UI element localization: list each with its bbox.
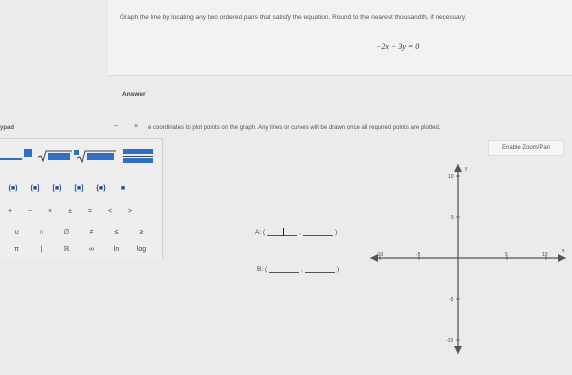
equals-key[interactable]: = xyxy=(87,207,93,215)
infinity-key[interactable]: ∞ xyxy=(89,245,94,253)
point-b-x-input[interactable] xyxy=(269,265,299,273)
question-instruction: Graph the line by locating any two ordered pairs that satisfy the equation. Round to the nearest thousandth, if necessary. xyxy=(120,14,467,21)
y-tick-label: 10 xyxy=(448,174,454,180)
empty-set-key[interactable]: ∅ xyxy=(63,229,70,236)
times-key[interactable]: × xyxy=(47,207,53,215)
keypad-row-intervals xyxy=(2,181,134,195)
point-a-x-input[interactable] xyxy=(267,228,297,236)
absolute-value-key[interactable]: | xyxy=(40,245,43,253)
point-b-y-input[interactable] xyxy=(305,265,335,273)
y-tick-label: 5 xyxy=(451,215,454,221)
answer-label: Answer xyxy=(122,91,146,98)
union-key[interactable]: ∪ xyxy=(13,229,20,236)
sqrt-icon xyxy=(36,149,72,163)
y-tick-label: -10 xyxy=(446,338,454,344)
plot-instruction: e coordinates to plot points on the graph. Any lines or curves will be drawn once all required points are plotted. xyxy=(148,125,441,131)
greater-equal-key[interactable]: ≥ xyxy=(139,228,144,236)
y-axis-up-arrow-icon xyxy=(454,164,462,172)
point-b-comma: , xyxy=(301,266,303,273)
greater-than-key[interactable]: > xyxy=(127,207,133,215)
plus-key[interactable]: + xyxy=(7,207,13,215)
enable-zoom-pan-button[interactable]: Enable Zoom/Pan xyxy=(488,140,564,156)
keypad-row-constants xyxy=(4,242,154,256)
coordinate-graph[interactable] xyxy=(370,158,570,358)
reals-key[interactable]: ℝ xyxy=(63,246,70,253)
interval-open-closed-key[interactable]: (■] xyxy=(30,184,40,192)
point-b-label: B: ( xyxy=(257,266,268,273)
keypad-row-templates xyxy=(0,149,158,163)
x-axis-right-arrow-icon xyxy=(558,254,566,262)
point-a-comma: , xyxy=(299,229,301,236)
plus-minus-key[interactable]: ± xyxy=(68,207,72,215)
y-axis-down-arrow-icon xyxy=(454,346,462,354)
y-axis-label: y xyxy=(465,166,468,172)
less-than-key[interactable]: < xyxy=(107,207,113,215)
nth-root-key[interactable] xyxy=(74,149,118,163)
point-a-y-input[interactable] xyxy=(303,228,333,236)
nth-root-icon xyxy=(74,149,116,163)
x-tick-label: -10 xyxy=(376,252,384,258)
point-a-close-paren: ) xyxy=(334,229,338,236)
x-tick-label: -5 xyxy=(416,252,421,258)
x-axis-label: x xyxy=(562,248,565,254)
intersection-key[interactable]: ∩ xyxy=(38,228,45,236)
point-a-label: A: ( xyxy=(255,229,266,236)
point-b-close-paren: ) xyxy=(336,266,340,273)
interval-closed-closed-key[interactable]: [■] xyxy=(74,184,84,192)
set-braces-key[interactable]: {■} xyxy=(96,184,106,192)
math-keypad xyxy=(0,138,163,259)
fraction-key[interactable] xyxy=(118,149,158,163)
box-key[interactable]: ■ xyxy=(120,184,126,192)
equation: −2x − 3y = 0 xyxy=(376,42,420,51)
point-a-row xyxy=(255,228,337,236)
y-tick-label: -5 xyxy=(449,297,454,303)
exponent-key[interactable] xyxy=(0,149,36,163)
minimize-keypad-button[interactable]: − xyxy=(114,123,119,130)
minus-key[interactable]: − xyxy=(27,207,33,215)
x-tick-label: 10 xyxy=(542,252,548,258)
pi-key[interactable]: π xyxy=(14,245,19,253)
ln-key[interactable]: ln xyxy=(113,245,120,253)
point-b-row xyxy=(257,265,339,273)
less-equal-key[interactable]: ≤ xyxy=(114,228,119,236)
keypad-controls xyxy=(114,123,152,130)
x-tick-label: 5 xyxy=(505,252,508,258)
sqrt-key[interactable] xyxy=(36,149,74,163)
close-keypad-button[interactable]: × xyxy=(134,123,139,130)
question-panel xyxy=(108,0,572,76)
interval-open-open-key[interactable]: (■) xyxy=(8,184,18,192)
log-key[interactable]: log xyxy=(136,245,147,253)
not-equal-key[interactable]: ≠ xyxy=(89,228,94,236)
keypad-title: ypad xyxy=(0,125,15,131)
interval-closed-open-key[interactable]: [■) xyxy=(52,184,62,192)
text-cursor xyxy=(283,228,284,236)
keypad-row-operators xyxy=(0,204,140,218)
keypad-row-sets xyxy=(4,225,154,239)
